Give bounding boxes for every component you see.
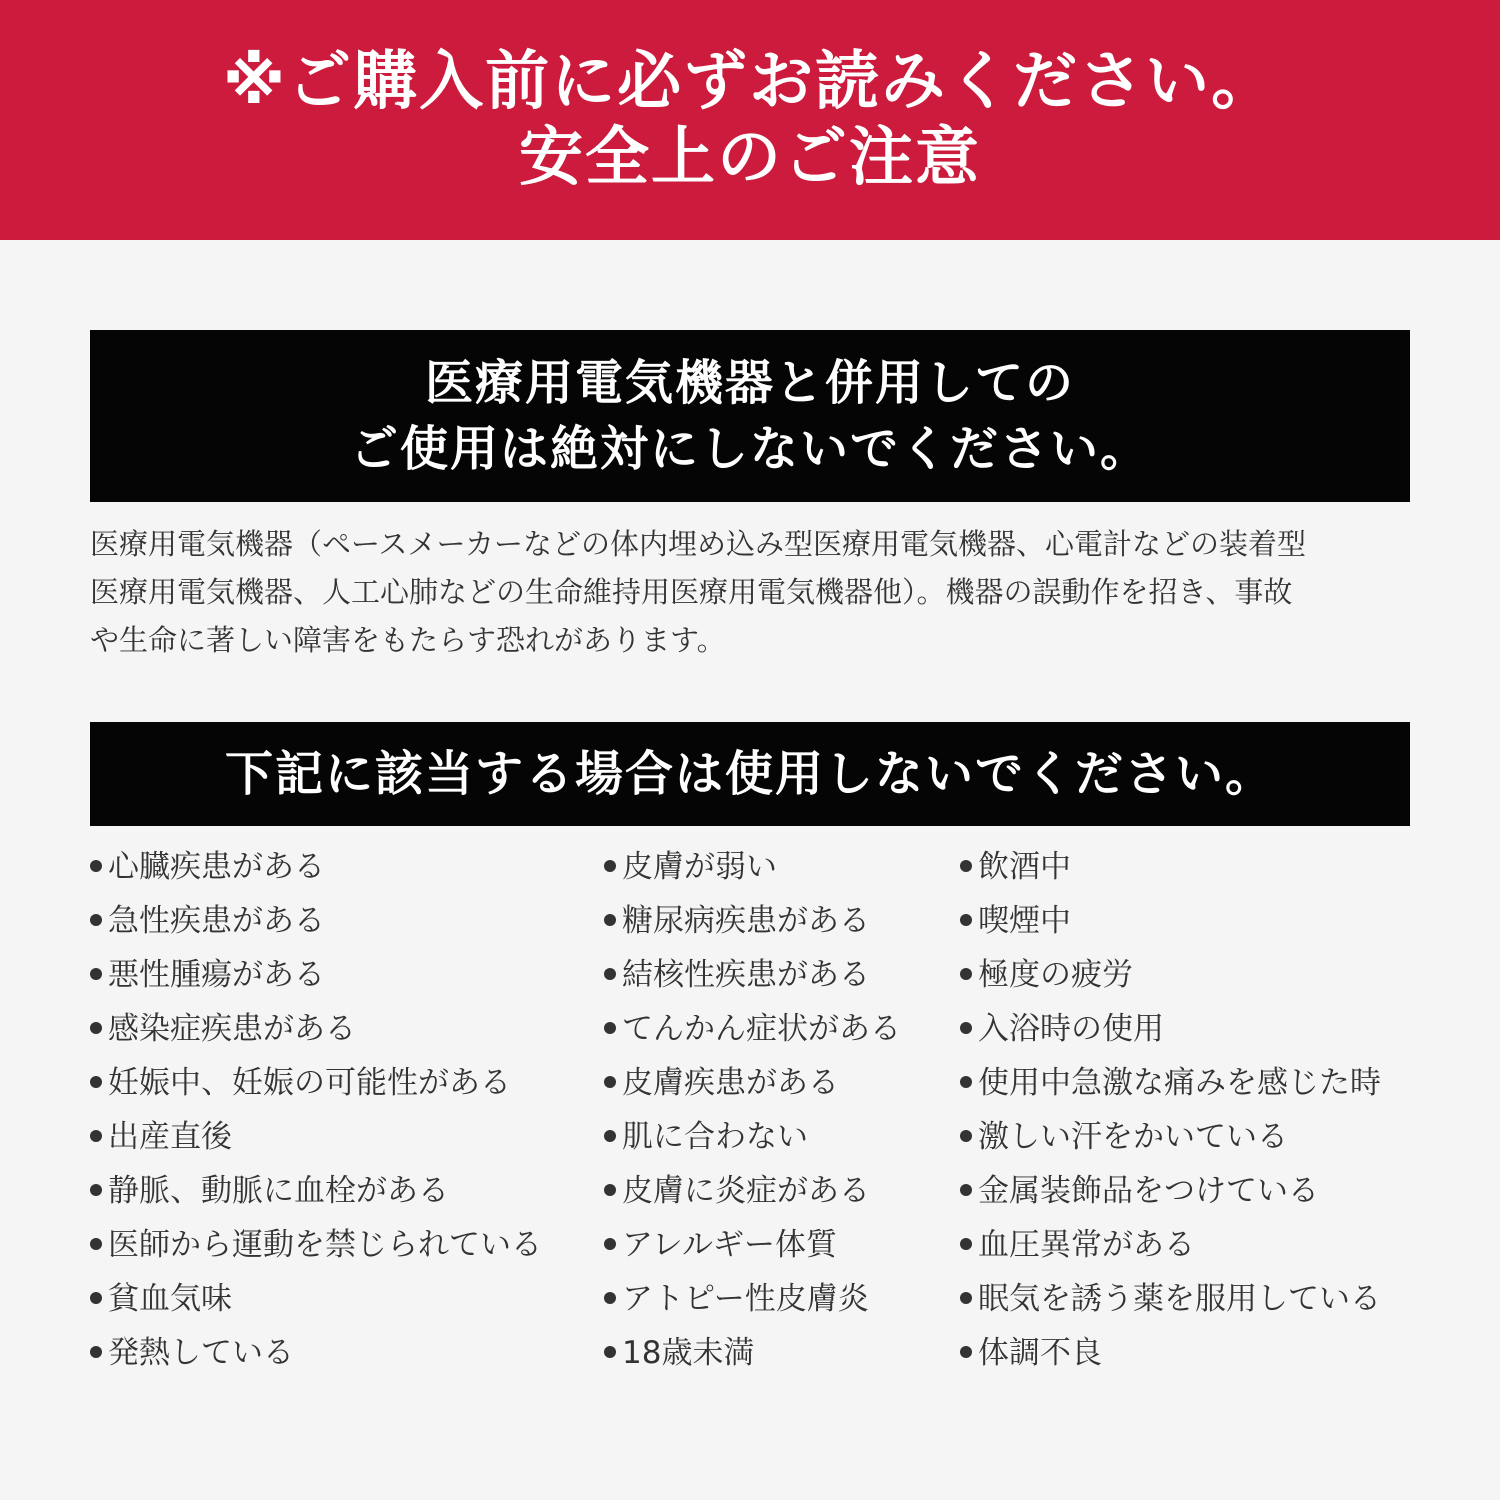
list-item: 妊娠中、妊娠の可能性がある (90, 1056, 590, 1110)
bullet-icon (960, 1346, 972, 1358)
bullet-icon (960, 1292, 972, 1304)
list-item: 金属装飾品をつけている (960, 1164, 1420, 1218)
list-item: 喫煙中 (960, 894, 1420, 948)
bullet-icon (604, 1238, 616, 1250)
list-item: 激しい汗をかいている (960, 1110, 1420, 1164)
list-item: 悪性腫瘍がある (90, 948, 590, 1002)
list-item: 極度の疲労 (960, 948, 1420, 1002)
list-item: 皮膚に炎症がある (604, 1164, 944, 1218)
bullet-icon (960, 1238, 972, 1250)
banner-title: ※ご購入前に必ずお読みください。 (222, 45, 1278, 119)
bullet-icon (90, 860, 102, 872)
list-item: 静脈、動脈に血栓がある (90, 1164, 590, 1218)
banner-subtitle: 安全上のご注意 (519, 121, 981, 195)
conditions-column-1 (90, 840, 590, 1380)
bullet-icon (604, 1130, 616, 1142)
medical-device-description (90, 520, 1410, 664)
list-item: 発熱している (90, 1326, 590, 1380)
bullet-icon (604, 914, 616, 926)
list-item: 結核性疾患がある (604, 948, 944, 1002)
bullet-icon (604, 1022, 616, 1034)
bullet-icon (960, 860, 972, 872)
bullet-icon (90, 1022, 102, 1034)
contraindication-warning-box (90, 722, 1410, 826)
conditions-column-3 (960, 840, 1420, 1380)
list-item: アレルギー体質 (604, 1218, 944, 1272)
bullet-icon (604, 1184, 616, 1196)
list-item: 糖尿病疾患がある (604, 894, 944, 948)
list-item: 皮膚が弱い (604, 840, 944, 894)
bullet-icon (960, 1184, 972, 1196)
medical-device-warning-box (90, 330, 1410, 502)
bullet-icon (960, 1076, 972, 1088)
bullet-icon (90, 1076, 102, 1088)
list-item: 血圧異常がある (960, 1218, 1420, 1272)
list-item: 急性疾患がある (90, 894, 590, 948)
bullet-icon (90, 968, 102, 980)
list-item: 眠気を誘う薬を服用している (960, 1272, 1420, 1326)
list-item: 18歳未満 (604, 1326, 944, 1380)
list-item: てんかん症状がある (604, 1002, 944, 1056)
bullet-icon (960, 1130, 972, 1142)
list-item: 使用中急激な痛みを感じた時 (960, 1056, 1420, 1110)
bullet-icon (960, 914, 972, 926)
list-item: アトピー性皮膚炎 (604, 1272, 944, 1326)
bullet-icon (90, 1292, 102, 1304)
list-item: 感染症疾患がある (90, 1002, 590, 1056)
list-item: 出産直後 (90, 1110, 590, 1164)
list-item: 肌に合わない (604, 1110, 944, 1164)
list-item: 皮膚疾患がある (604, 1056, 944, 1110)
list-item: 医師から運動を禁じられている (90, 1218, 590, 1272)
description-line-3: や生命に著しい障害をもたらす恐れがあります。 (90, 623, 726, 657)
list-item: 体調不良 (960, 1326, 1420, 1380)
bullet-icon (604, 1346, 616, 1358)
bullet-icon (90, 1130, 102, 1142)
bullet-icon (90, 1184, 102, 1196)
bullet-icon (604, 968, 616, 980)
warning-heading-line-1: 医療用電気機器と併用しての (424, 355, 1075, 411)
description-line-1: 医療用電気機器（ペースメーカーなどの体内埋め込み型医療用電気機器、心電計などの装着型 (90, 527, 1306, 561)
bullet-icon (90, 1346, 102, 1358)
bullet-icon (90, 1238, 102, 1250)
bullet-icon (960, 1022, 972, 1034)
warning-heading-line-2: ご使用は絶対にしないでください。 (349, 421, 1150, 477)
description-line-2: 医療用電気機器、人工心肺などの生命維持用医療用電気機器他）。機器の誤動作を招き、事故 (90, 575, 1293, 609)
list-item: 入浴時の使用 (960, 1002, 1420, 1056)
bullet-icon (90, 914, 102, 926)
conditions-column-2 (604, 840, 944, 1380)
bullet-icon (960, 968, 972, 980)
list-item: 飲酒中 (960, 840, 1420, 894)
contraindication-heading: 下記に該当する場合は使用しないでください。 (224, 746, 1275, 802)
list-item: 貧血気味 (90, 1272, 590, 1326)
top-banner (0, 0, 1500, 240)
bullet-icon (604, 1076, 616, 1088)
bullet-icon (604, 860, 616, 872)
bullet-icon (604, 1292, 616, 1304)
list-item: 心臓疾患がある (90, 840, 590, 894)
